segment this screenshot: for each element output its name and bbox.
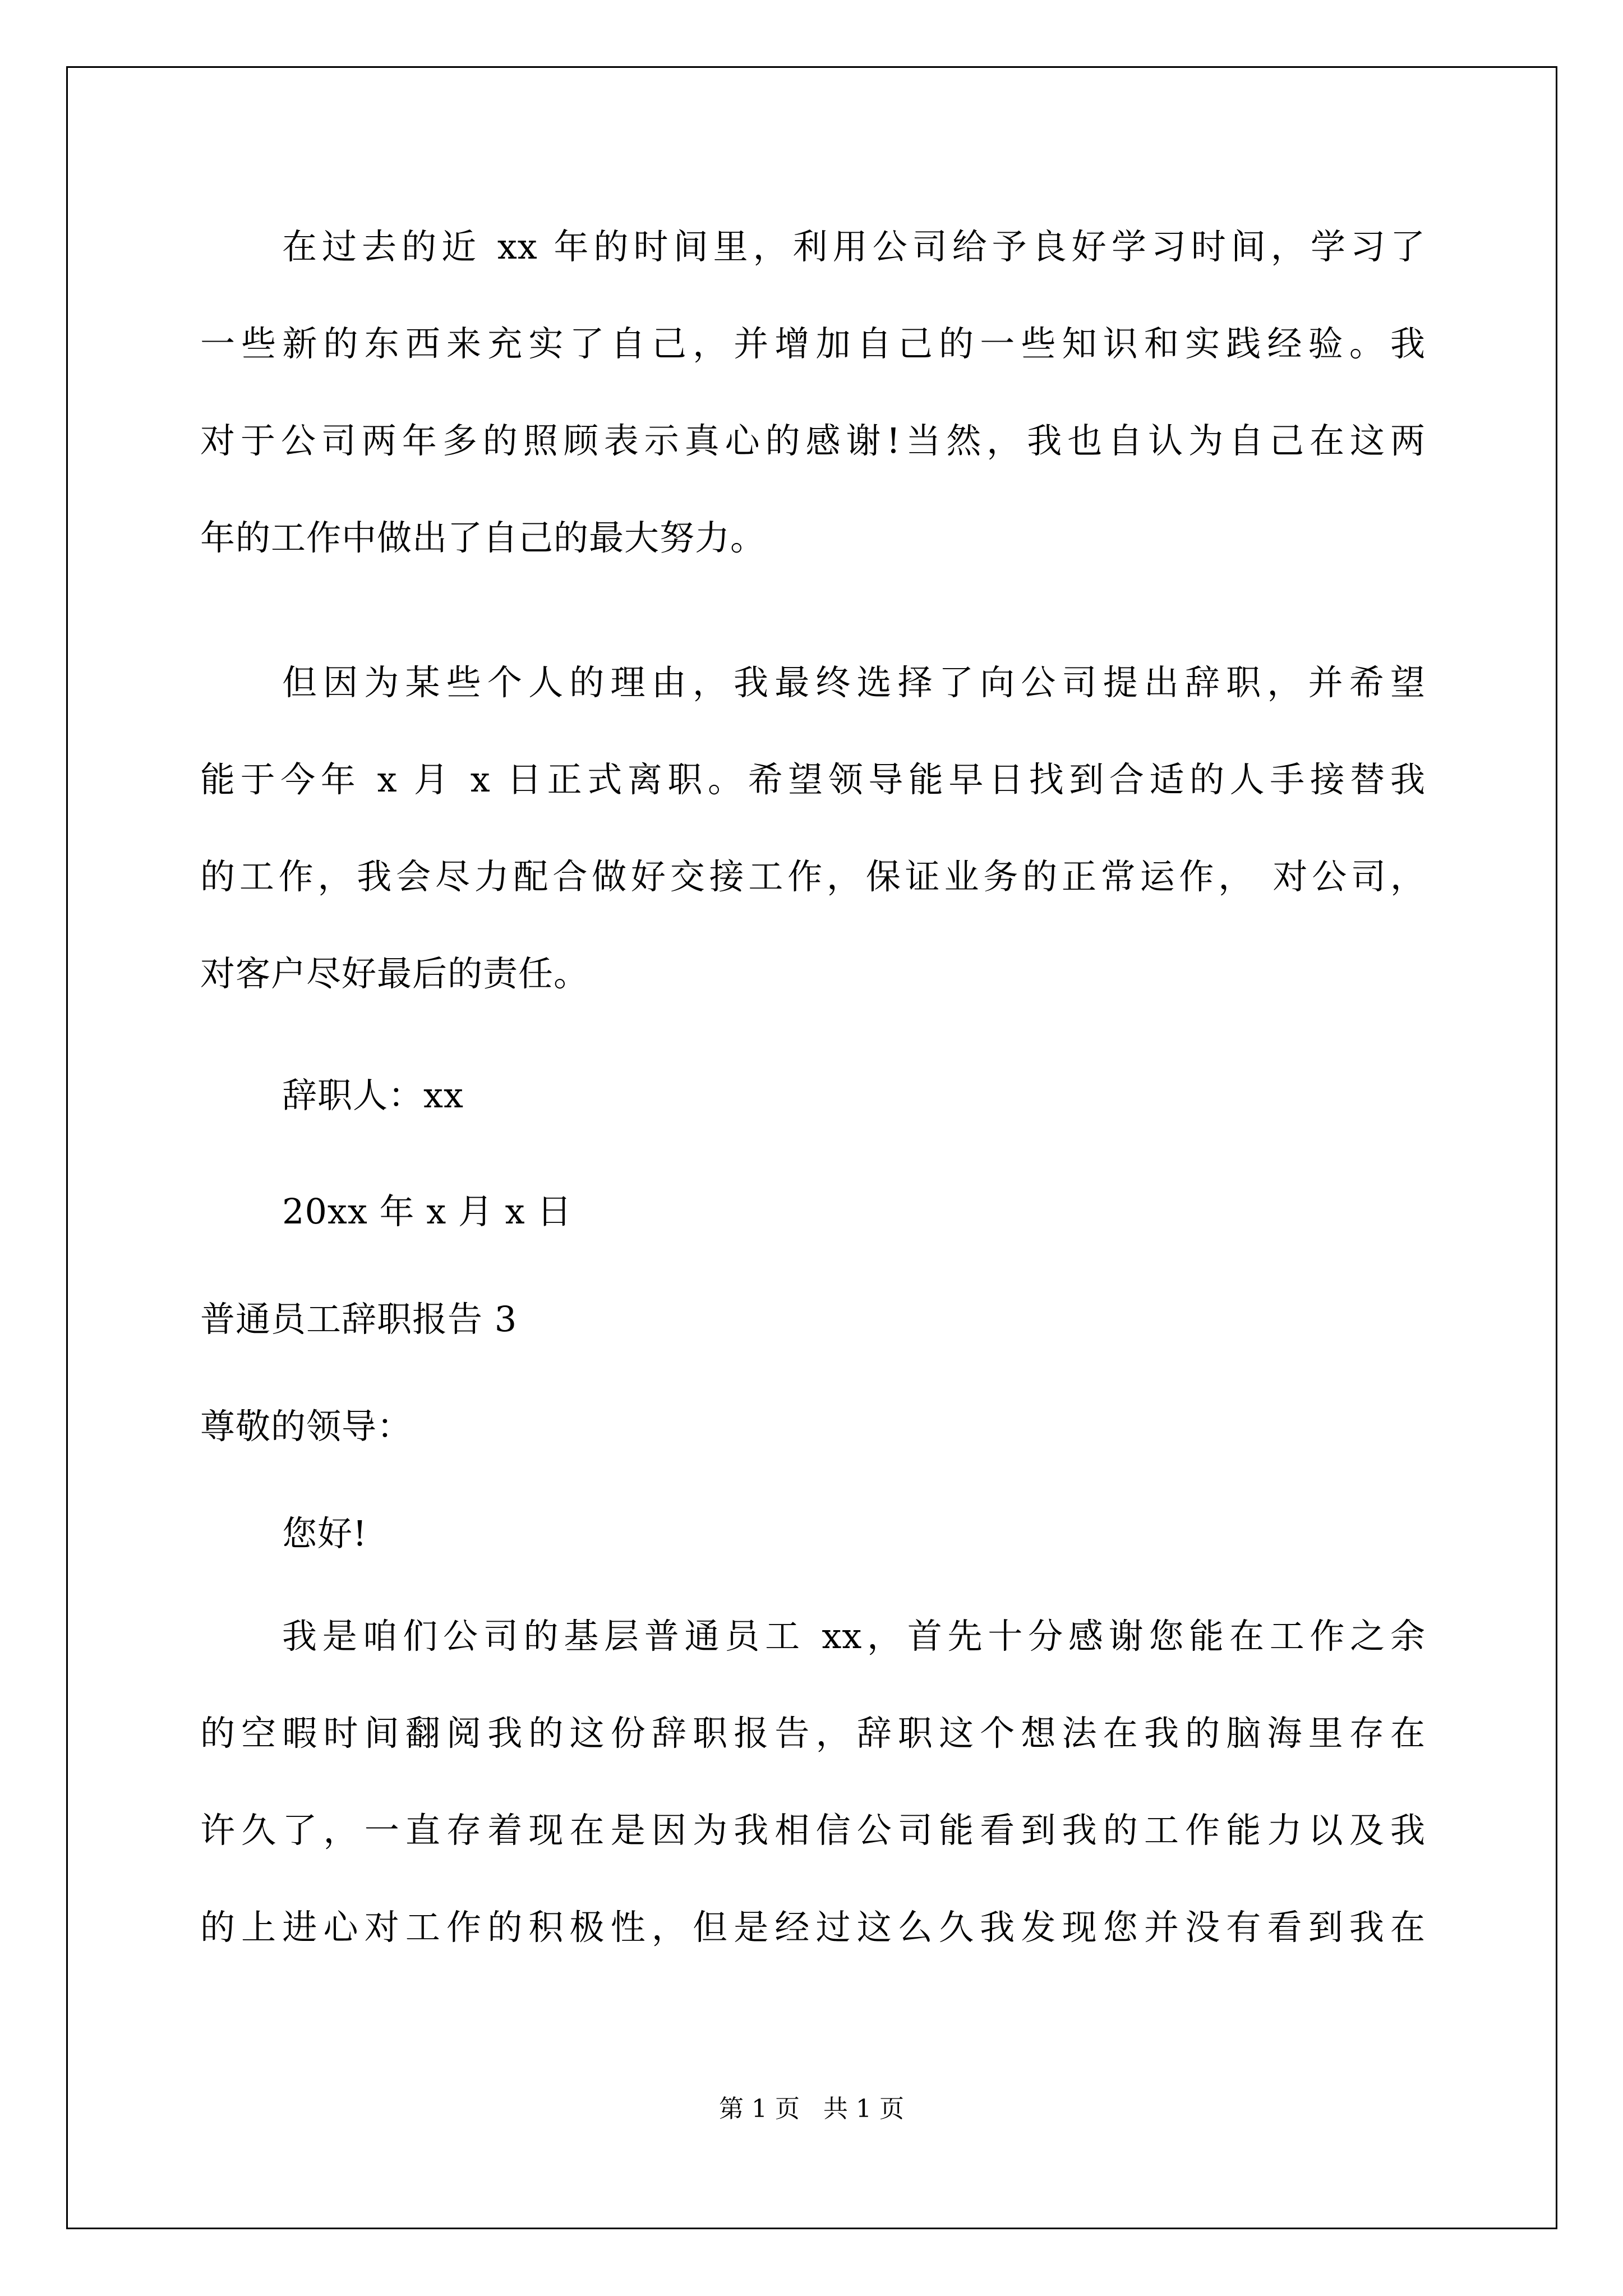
paragraph-1-line-4: 年的工作中做出了自己的最大努力。 bbox=[200, 517, 766, 558]
paragraph-2-line-3: 的工作，我会尽力配合做好交接工作，保证业务的正常运作， 对公司， bbox=[200, 856, 1426, 897]
salutation: 尊敬的领导： bbox=[200, 1406, 413, 1447]
signature: 辞职人：xx bbox=[282, 1075, 464, 1116]
page-footer: 第 1 页 共 1 页 bbox=[719, 2095, 904, 2123]
paragraph-2-line-2: 能于今年 x 月 x 日正式离职。希望领导能早日找到合适的人手接替我 bbox=[200, 759, 1426, 800]
paragraph-1-line-2: 一些新的东西来充实了自己，并增加自己的一些知识和实践经验。我 bbox=[200, 323, 1426, 364]
paragraph-3-line-4: 的上进心对工作的积极性，但是经过这么久我发现您并没有看到我在 bbox=[200, 1907, 1426, 1948]
paragraph-2-line-4: 对客户尽好最后的责任。 bbox=[200, 953, 589, 994]
date: 20xx 年 x 月 x 日 bbox=[282, 1191, 573, 1232]
paragraph-3-line-2: 的空暇时间翻阅我的这份辞职报告，辞职这个想法在我的脑海里存在 bbox=[200, 1713, 1426, 1754]
paragraph-2-line-1: 但因为某些个人的理由，我最终选择了向公司提出辞职，并希望 bbox=[282, 662, 1426, 703]
greeting: 您好! bbox=[282, 1513, 367, 1554]
paragraph-3-line-1: 我是咱们公司的基层普通员工 xx，首先十分感谢您能在工作之余 bbox=[282, 1616, 1426, 1657]
section-title: 普通员工辞职报告 3 bbox=[200, 1299, 518, 1340]
paragraph-3-line-3: 许久了，一直存着现在是因为我相信公司能看到我的工作能力以及我 bbox=[200, 1810, 1426, 1851]
paragraph-1-line-3: 对于公司两年多的照顾表示真心的感谢!当然，我也自认为自己在这两 bbox=[200, 420, 1426, 461]
paragraph-1-line-1: 在过去的近 xx 年的时间里，利用公司给予良好学习时间，学习了 bbox=[282, 226, 1426, 267]
